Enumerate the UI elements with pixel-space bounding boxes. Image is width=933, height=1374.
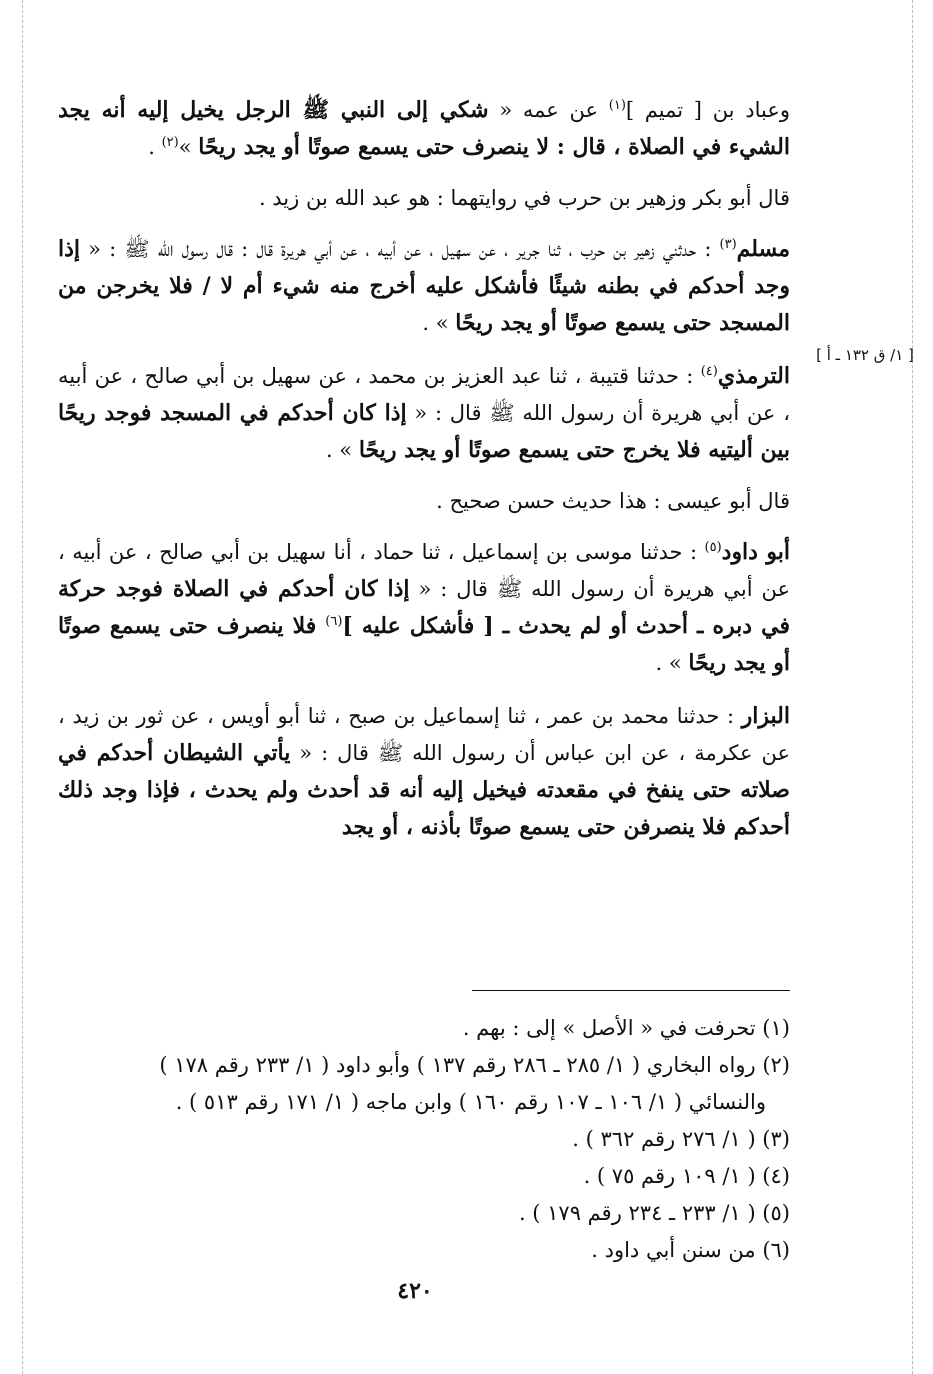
page-number: ٤٢٠ bbox=[397, 1278, 433, 1304]
paragraph-1: وعباد بن [ تميم ]$^{(١)}$ عن عمه « شكي إلى النبي ﷺ الرجل يخيل إليه أنه يجد الشيء في الصلاة ، قال : لا ينصرف حتى يسمع صوتًا أو يجد ريحًا »$^{(٢)}$ . bbox=[58, 97, 790, 160]
footnote-2-continued: والنسائي ( ١/ ١٠٦ ـ ١٠٧ رقم ١٦٠ ) وابن ماجه ( ١/ ١٧١ رقم ٥١٣ ) . bbox=[175, 1090, 766, 1114]
hadith-text: إذا كان أحدكم في الصلاة فوجد حركة في دبره ـ أحدث أو لم يحدث ـ [ فأشكل عليه ] bbox=[58, 576, 790, 639]
source-name: أبو داود bbox=[721, 539, 790, 565]
footnote-ref-1: (١) bbox=[608, 98, 626, 113]
main-text bbox=[58, 92, 790, 846]
hadith-text: يأتي الشيطان أحدكم في صلاته حتى ينفخ في مقعدته فيخيل إليه أنه قد أحدث ولم يحدث ، فإذا وجد ذلك أحدكم فلا ينصرفن حتى يسمع صوتًا بأذنه ، أو يجد bbox=[58, 740, 790, 840]
hadith-text: فلا ينصرف حتى يسمع صوتًا أو يجد ريحًا bbox=[58, 613, 790, 676]
scan-guide-line-left bbox=[22, 0, 23, 1374]
margin-note: [ ١/ ق ١٣٢ ـ أ ] bbox=[816, 346, 914, 364]
source-name: البزار bbox=[741, 703, 790, 729]
hadith-text: شكي إلى النبي ﷺ الرجل يخيل إليه أنه يجد الشيء في الصلاة ، قال : لا ينصرف حتى يسمع صوتًا أو يجد ريحًا bbox=[58, 97, 790, 160]
footnotes bbox=[58, 1010, 790, 1269]
footnote-6: (٦) من سنن أبي داود . bbox=[591, 1238, 790, 1262]
paragraph-4: الترمذي$^{(٤)}$ : حدثنا قتيبة ، ثنا عبد العزيز بن محمد ، عن سهيل بن أبي صالح ، عن أبيه ، عن أبي هريرة أن رسول الله ﷺ قال : « إذا كان أحدكم في المسجد فوجد ريحًا بين أليتيه فلا يخرج حتى يسمع صوتًا أو يجد ريحًا » . bbox=[58, 363, 790, 463]
source-name: الترمذي bbox=[717, 363, 790, 389]
paragraph-6: أبو داود$^{(٥)}$ : حدثنا موسى بن إسماعيل ، ثنا حماد ، أنا سهيل بن أبي صالح ، عن أبيه ، عن أبي هريرة أن رسول الله ﷺ قال : « إذا كان أحدكم في الصلاة فوجد حركة في دبره ـ أحدث أو لم يحدث ـ [ فأشكل عليه ]$^{(٦)}$ فلا ينصرف حتى يسمع صوتًا أو يجد ريحًا » . bbox=[58, 539, 790, 676]
footnote-ref-3: (٣) bbox=[719, 237, 737, 252]
source-name: مسلم bbox=[736, 236, 790, 262]
footnote-1: (١) تحرفت في « الأصل » إلى : بهم . bbox=[462, 1016, 790, 1040]
footnote-ref-6: (٦) bbox=[325, 614, 343, 629]
footnote-separator bbox=[472, 990, 790, 991]
footnote-3: (٣) ( ١/ ٢٧٦ رقم ٣٦٢ ) . bbox=[572, 1127, 790, 1151]
footnote-ref-5: (٥) bbox=[704, 540, 722, 555]
footnote-5: (٥) ( ١/ ٢٣٣ ـ ٢٣٤ رقم ١٧٩ ) . bbox=[518, 1201, 790, 1225]
scan-guide-line-right bbox=[912, 0, 913, 1374]
paragraph-2: قال أبو بكر وزهير بن حرب في روايتهما : هو عبد الله بن زيد . bbox=[258, 186, 790, 210]
footnote-2: (٢) رواه البخاري ( ١/ ٢٨٥ ـ ٢٨٦ رقم ١٣٧ ) وأبو داود ( ١/ ٢٣٣ رقم ١٧٨ ) bbox=[159, 1053, 790, 1077]
footnote-ref-2: (٢) bbox=[161, 135, 179, 150]
footnote-4: (٤) ( ١/ ١٠٩ رقم ٧٥ ) . bbox=[583, 1164, 790, 1188]
hadith-text: إذا وجد أحدكم في بطنه شيئًا فأشكل عليه أخرج منه شيء أم لا / فلا يخرجن من المسجد حتى يسمع صوتًا أو يجد ريحًا bbox=[58, 236, 790, 336]
paragraph-3: مسلم$^{(٣)}$ : حدثني زهير بن حرب ، ثنا جرير ، عن سهيل ، عن أبيه ، عن أبي هريرة قال : قال رسول الله ﷺ : « إذا وجد أحدكم في بطنه شيئًا فأشكل عليه أخرج منه شيء أم لا / فلا يخرجن من المسجد حتى يسمع صوتًا أو يجد ريحًا » . bbox=[58, 236, 790, 336]
footnote-ref-4: (٤) bbox=[700, 364, 718, 379]
paragraph-7: البزار : حدثنا محمد بن عمر ، ثنا إسماعيل بن صبح ، ثنا أبو أويس ، عن ثور بن زيد ، عن عكرمة ، عن ابن عباس أن رسول الله ﷺ قال : « يأتي الشيطان أحدكم في صلاته حتى ينفخ في مقعدته فيخيل إليه أنه قد أحدث ولم يحدث ، فإذا وجد ذلك أحدكم فلا ينصرفن حتى يسمع صوتًا بأذنه ، أو يجد bbox=[58, 703, 790, 840]
paragraph-5: قال أبو عيسى : هذا حديث حسن صحيح . bbox=[436, 489, 790, 513]
hadith-text: إذا كان أحدكم في المسجد فوجد ريحًا بين أليتيه فلا يخرج حتى يسمع صوتًا أو يجد ريحًا bbox=[58, 400, 790, 463]
